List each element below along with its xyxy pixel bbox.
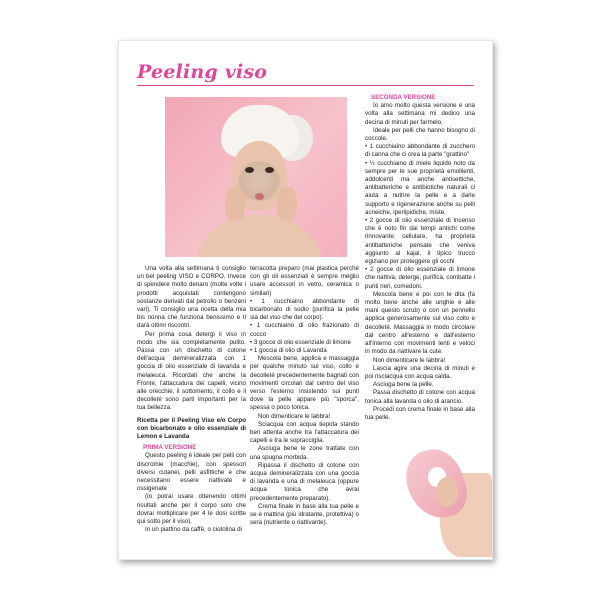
paragraph: Questo peeling è ideale per pelli con discromie (macchie), con spessori diversi cutanei, pelli asfittiche e che necessitano essere riattivate e ossigenate xyxy=(137,452,246,493)
woman-towel-photo xyxy=(165,97,347,257)
hand-right xyxy=(277,187,297,221)
paragraph: Passa dischetto di cotone con acqua tonica alla lavanda o olio di arancio. xyxy=(365,389,475,405)
version-heading: SECONDA VERSIONE xyxy=(371,94,436,101)
paragraph: Io amo molto questa versione e una volta alla settimana mi dedico una decina di minuti per farmelo. xyxy=(365,102,475,126)
mouth-shape xyxy=(255,193,264,200)
paragraph: Non dimenticare le labbra! xyxy=(258,412,331,420)
title-underline xyxy=(137,85,474,86)
paragraph: Mescola bene e poi con le dita (fa molto bene anche alle unghie e alle mani questo scrub) o con un pennello applica generosamente sul viso collo e decolleté. Massaggia in modo circolare dal centro all'esterno e dall'esterno all'interno con movimenti lenti e veloci in modo da riattivare la cute. xyxy=(365,290,475,356)
paragraph: Crema finale in base alla tua pelle e se è mattina (più idratante, protettiva) o sera (nutriente o riattivante). xyxy=(250,502,359,527)
paragraph: Asciuga bene le zone trattate con una spugna morbida. xyxy=(250,445,359,461)
paragraph: terracotta preparo (mai plastica perché con gli oli essenziali è sempre meglio usare accessori in vetro, ceramica o similari) xyxy=(250,265,359,297)
paragraph: Sciacqua con acqua tiepida stando ben attenta anche tra l'attaccatura dei capelli e tra le sopracciglia. xyxy=(250,420,359,445)
column-1 xyxy=(137,265,246,535)
paragraph: Ripassa il dischetto di cotone con acqua demineralizzata con una goccia di lavanda e una di melaleuca (oppure acqua tonica che avrai precedentemente preparato). xyxy=(250,461,359,502)
eye-right xyxy=(265,167,274,173)
recipe-heading: Ricetta per il Peeling Viso e/o Corpo con bicarbonato e olio essenziale di Lemon e Lavanda xyxy=(137,416,246,441)
list-item: • 3 gocce di olio essenziale di limone xyxy=(250,338,351,346)
column-2 xyxy=(250,265,359,528)
paragraph: Lascia agire una decina di minuti e poi risciacqua con acqua calda. xyxy=(365,364,475,380)
gua-sha-photo xyxy=(394,437,492,557)
shoulders-shape xyxy=(193,215,325,257)
paragraph: Asciuga bene la pelle. xyxy=(373,381,434,389)
paragraph: (Io potrai usare ottenendo ottimi risultati anche per il corpo solo che dovrai moltiplicare per 4 le dosi scritte qui sotto per il viso). xyxy=(137,493,246,526)
magazine-page xyxy=(118,40,493,560)
list-item: • 2 gocce di olio essenziale di Incenso che è noto fin dai tempi antichi come rinnovante cellulare, ha proprietà antibatteriche pensate che veniva aggiunto al kajal, il tipico trucco egiziano per proteggere gli occhi xyxy=(365,217,475,266)
paragraph: Mescola bene, applica e massaggia per qualche minuto sul viso, collo e decolleté precedentemente bagnati con movimenti circolari dal centro del viso verso l'esterno insistendo sui punti dove la pelle appare più "sporca", spessa o poco tonica. xyxy=(250,355,359,412)
list-item: • 1 cucchiaino di olio frazionato di cocco xyxy=(250,322,359,338)
list-item: • ½ cucchiaino di miele liquido noto da sempre per le sue proprietà emollienti, addolcenti ma anche antisettiche, antibatteriche e antibiotiche naturali ci aiuta a nutrire la pelle e a darle supporto e rigenerazione anche su pelli acneiche, iperlipidiche, miste. xyxy=(365,159,475,216)
paragraph: Non dimenticare le labbra! xyxy=(373,356,446,364)
list-item: • 1 goccia di olio di Lavanda xyxy=(250,347,327,355)
paragraph: In un piattino da caffè, o ciotolina di xyxy=(145,526,242,534)
list-item: • 1 cucchiaino abbondante di bicarbonato di sodio (purifica la pelle sia del viso che del corpo). xyxy=(250,297,359,322)
column-3 xyxy=(365,91,475,422)
paragraph: Per prima cosa detergi il viso in modo che sia completamente pulito. Passa con un dischetto di cotone dell'acqua demineralizzata con 1 goccia di olio essenziale di lavanda e melaleuca. Ricordati che anche la Fronte, l'attaccatura dei capelli, vicino alle orecchie, il sottomento, il collo e il decolleté sono parti importanti per la tua bellezza. xyxy=(137,330,246,412)
list-item: • 1 cucchiaino abbondante di zucchero di canna che ci crea la parte "grattino" xyxy=(365,143,475,159)
paragraph: Procedi con crema finale in base alla tua pelle. xyxy=(365,405,475,421)
paragraph: Ideale per pelli che hanno bisogno di coccole. xyxy=(365,126,475,143)
thumb-shape xyxy=(436,477,458,507)
eye-left xyxy=(245,167,254,173)
version-heading: PRIMA VERSIONE xyxy=(143,444,197,452)
page-title: Peeling viso xyxy=(137,61,268,83)
hand-left xyxy=(225,187,245,221)
paragraph: Una volta alla settimana ti consiglio un bel peeling VISO e CORPO. Invece di spendere molto denaro (molte volte i prodotti acquistati contengono sostanze derivati dal petrolio o benzeni vari), Ti consiglio una ricetta della mia bis nonna che funziona benissimo e ti darà ottimi riscontri. xyxy=(137,265,246,330)
list-item: • 2 gocce di olio essenziale di limone che riattiva, deterge, purifica, combatte i punti neri, comedoni. xyxy=(365,266,475,290)
